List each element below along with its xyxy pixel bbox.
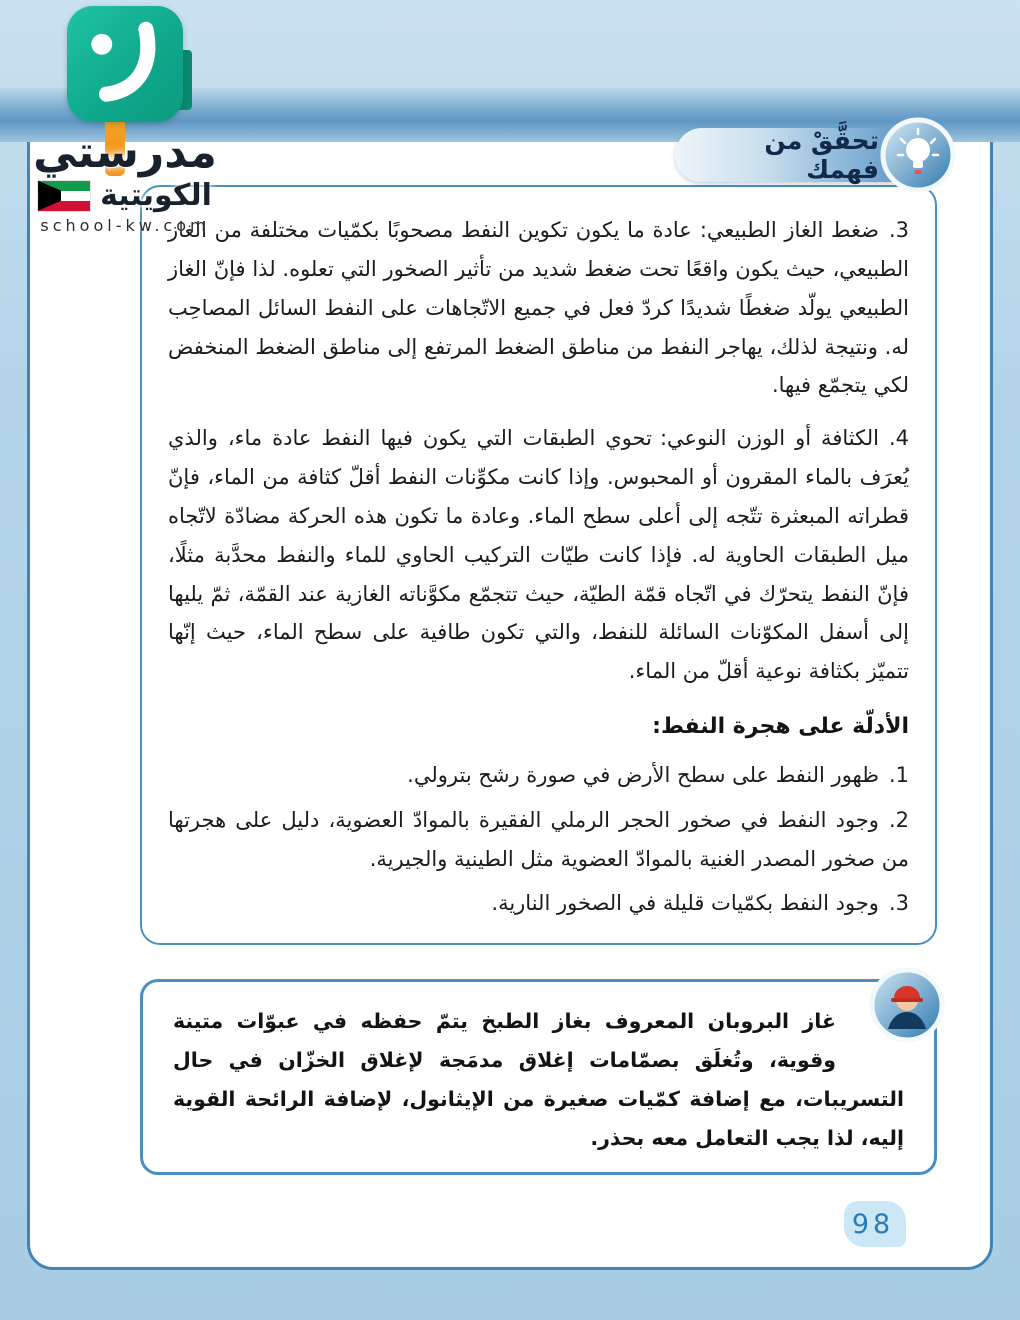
note-text: غاز البروبان المعروف بغاز الطبخ يتمّ حفظه في عبوّات متينة وقوية، وتُغلَق بصمّامات إغلاق مدمَجة لإغلاق الخزّان في حال التسريبات، مع إضافة كمّيات صغيرة من الإيثانول، لإضافة الرائحة القوية إليه، لذا يجب التعامل معه بحذر.: [173, 1009, 904, 1150]
check-understanding-box: [140, 185, 937, 945]
page-number: 98: [851, 1208, 895, 1240]
evidence-item: [168, 884, 909, 923]
site-logo: [20, 6, 230, 235]
item-text: ظهور النفط على سطح الأرض في صورة رشح بترولي.: [407, 762, 879, 787]
list-item-density: [168, 419, 909, 691]
badge-label: تحقَّقْ من فهمك: [764, 126, 879, 184]
item-number: 2.: [888, 807, 909, 832]
item-number: 3.: [888, 891, 909, 916]
item-text: وجود النفط بكمّيات قليلة في الصخور النارية.: [491, 891, 879, 916]
logo-title: مدرستي: [33, 127, 217, 178]
item-title: ضغط الغاز الطبيعي:: [699, 218, 879, 242]
page-number-badge: [844, 1201, 906, 1247]
logo-website: school-kw.com: [40, 216, 210, 236]
page-frame: [27, 112, 993, 1270]
list-item-gas-pressure: [168, 211, 909, 405]
evidence-item: [168, 756, 909, 795]
logo-subtitle: الكويتية: [100, 178, 212, 214]
check-understanding-badge: [675, 128, 925, 182]
item-number: 1.: [888, 762, 909, 787]
item-text: عادة ما يكون تكوين النفط مصحوبًا بكمّيات مختلفة من الغاز الطبيعي، حيث يكون واقعًا تحت ضغط شديد من تأثير الصخور التي تعلوه. لذا فإنّ الغاز الطبيعي يولّد ضغطًا شديدًا كردّ فعل في جميع الاتّجاهات على النفط السائل المصاحِب له. ونتيجة لذلك، يهاجر النفط من مناطق الضغط المرتفع إلى مناطق الضغط المنخفض لكي يتجمّع فيها.: [168, 218, 909, 398]
item-text: وجود النفط في صخور الحجر الرملي الفقيرة بالموادّ العضوية، دليل على هجرتها من صخور المصدر الغنية بالموادّ العضوية مثل الطينية والجيرية.: [168, 807, 909, 871]
logo-subtitle-row: [20, 178, 230, 213]
smiley-logo-icon: [67, 6, 183, 122]
item-number: 3.: [888, 218, 909, 242]
item-text: تحوي الطبقات التي يكون فيها النفط عادة ماء، والذي يُعرَف بالماء المقرون أو المحبوس. وإذا كانت مكوِّنات النفط أقلّ كثافة من الماء، فإنّ قطراته المبعثرة تتّجه إلى أعلى سطح الماء. وعادة ما تكون هذه الحركة مضادّة لاتّجاه ميل الطبقات الحاوية له. فإذا كانت طيّات التركيب الحاوي للماء والنفط محدَّبة مثلًا، فإنّ النفط يتحرّك في اتّجاه قمّة الطيّة، حيث تتجمّع مكوَّناته الغازية عند القمّة، ثمّ يليها إلى أسفل المكوّنات السائلة للنفط، والتي تكون طافية على سطح الماء، حيث إنّها تتميّز بكثافة نوعية أقلّ من الماء.: [168, 426, 909, 684]
evidence-item: [168, 801, 909, 879]
safety-note-box: [140, 979, 937, 1175]
item-number: 4.: [888, 426, 909, 451]
logo-face: [67, 6, 183, 122]
lightbulb-icon: [879, 116, 957, 194]
page-content-area: [30, 115, 990, 1267]
kuwait-flag-icon: [38, 181, 90, 211]
item-title: الكثافة أو الوزن النوعي:: [659, 426, 879, 451]
worker-icon: [868, 966, 946, 1044]
evidence-heading: الأدلّة على هجرة النفط:: [652, 714, 909, 740]
